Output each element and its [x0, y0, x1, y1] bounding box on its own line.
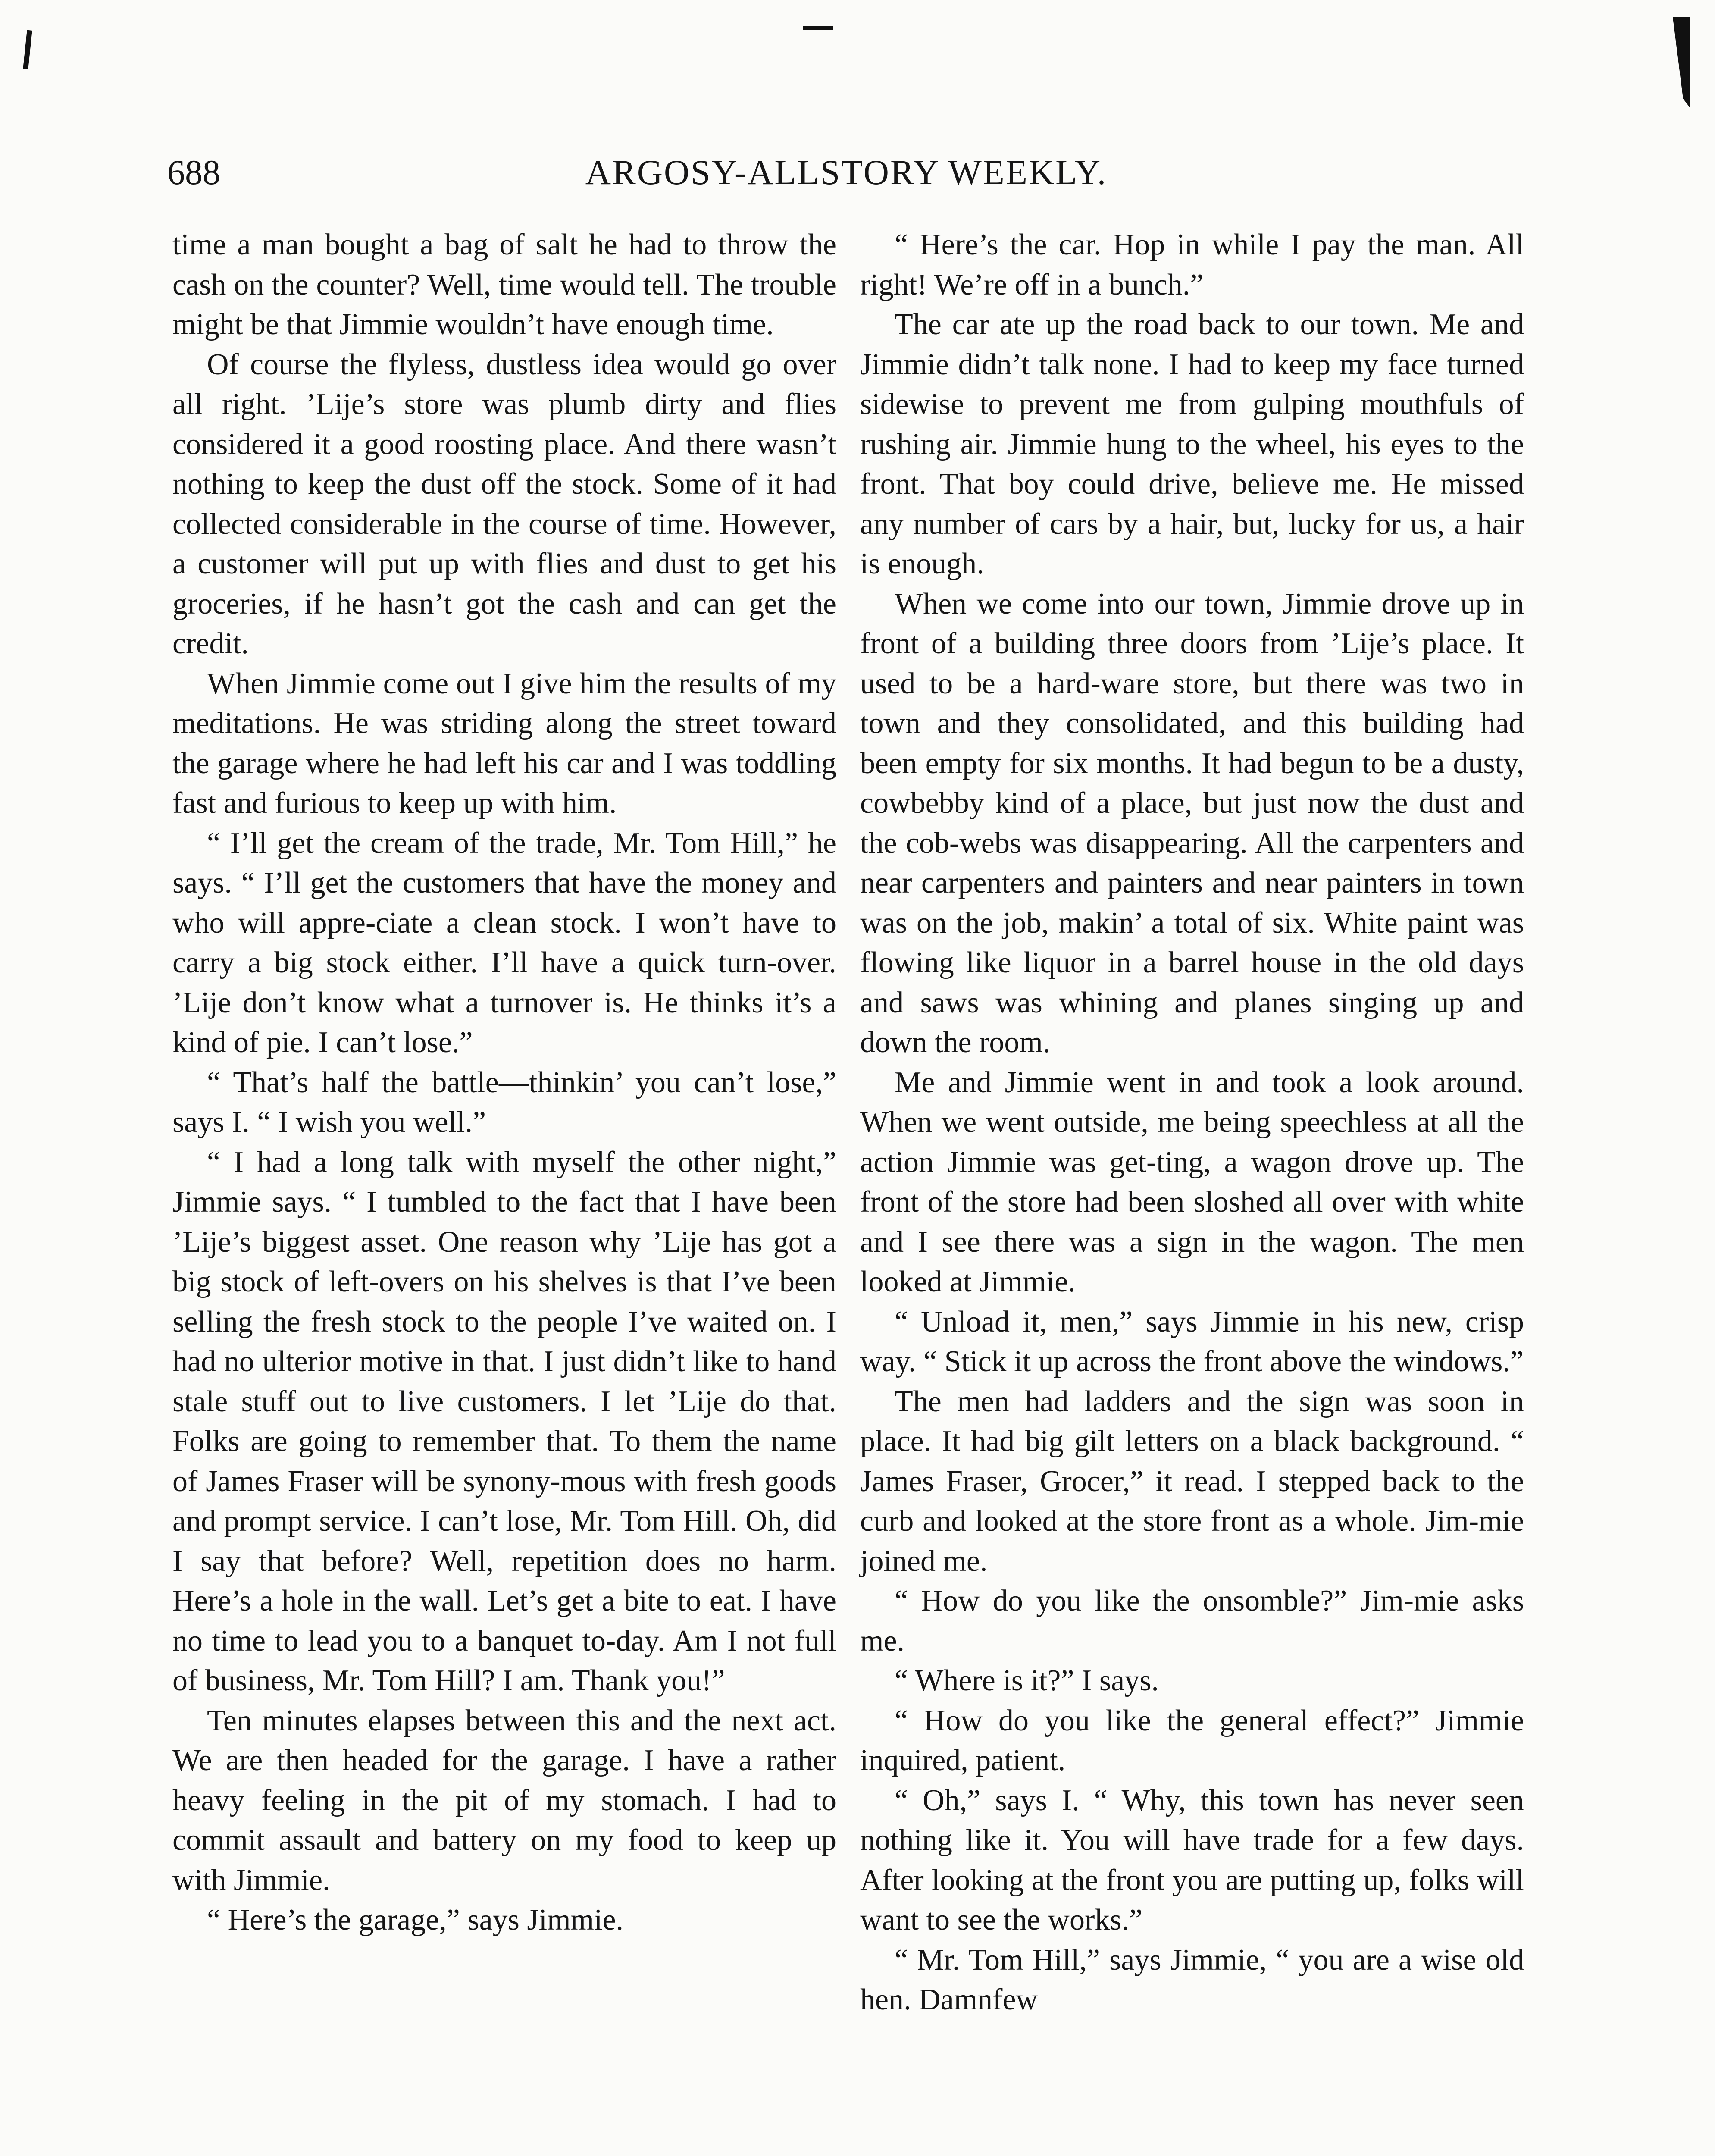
paragraph: Me and Jimmie went in and took a look around. When we went outside, me being speechless at all the action Jimmie was get-ting, a wagon drove up. The front of the store had been sloshed all over with white and I see there was a sign in the wagon. The men looked at Jimmie. — [860, 1065, 1524, 1298]
paragraph: “ How do you like the general effect?” Jimmie inquired, patient. — [860, 1704, 1524, 1777]
left-column — [172, 225, 836, 1940]
scan-mark-top-left — [23, 30, 32, 69]
running-head: ARGOSY-ALLSTORY WEEKLY. — [585, 153, 1108, 192]
paragraph: The car ate up the road back to our town. Me and Jimmie didn’t talk none. I had to keep my face turned sidewise to prevent me from gulping mouthfuls of rushing air. Jimmie hung to the wheel, his eyes to the front. That boy could drive, believe me. He missed any number of cars by a hair, but, lucky for us, a hair is enough. — [860, 308, 1524, 580]
scan-mark-top-center — [803, 26, 833, 30]
paragraph: “ Mr. Tom Hill,” says Jimmie, “ you are a wise old hen. Damnfew — [860, 1943, 1524, 2016]
paragraph: “ Here’s the car. Hop in while I pay the man. All right! We’re off in a bunch.” — [860, 228, 1524, 301]
paragraph: “ I’ll get the cream of the trade, Mr. Tom Hill,” he says. “ I’ll get the customers that have the money and who will appre-ciate a clean stock. I won’t have to carry a big stock either. I’ll have a quick turn-over. ’Lije don’t know what a turnover is. He thinks it’s a kind of pie. I can’t lose.” — [172, 826, 836, 1059]
paragraph: “ Unload it, men,” says Jimmie in his new, crisp way. “ Stick it up across the front above the windows.” — [860, 1305, 1524, 1378]
paragraph: “ How do you like the onsomble?” Jim-mie asks me. — [860, 1584, 1524, 1658]
paragraph: When Jimmie come out I give him the results of my meditations. He was striding along the street toward the garage where he had left his car and I was toddling fast and furious to keep up with him. — [172, 667, 836, 820]
scan-mark-top-right — [1673, 17, 1690, 108]
paragraph: “ I had a long talk with myself the other night,” Jimmie says. “ I tumbled to the fact that I have been ’Lije’s biggest asset. One reason why ’Lije has got a big stock of left-overs on his shelves is that I’ve been selling the fresh stock to the people I’ve waited on. I had no ulterior motive in that. I just didn’t like to hand stale stuff out to live customers. I let ’Lije do that. Folks are going to remember that. To them the name of James Fraser will be synony-mous with fresh goods and prompt service. I can’t lose, Mr. Tom Hill. Oh, did I say that before? Well, repetition does no harm. Here’s a hole in the wall. Let’s get a bite to eat. I have no time to lead you to a banquet to-day. Am I not full of business, Mr. Tom Hill? I am. Thank you!” — [172, 1145, 836, 1697]
paragraph: “ Where is it?” I says. — [895, 1664, 1159, 1697]
paragraph: “ Oh,” says I. “ Why, this town has never seen nothing like it. You will have trade for a few days. After looking at the front you are putting up, folks will want to see the works.” — [860, 1783, 1524, 1937]
paragraph: Of course the flyless, dustless idea would go over all right. ’Lije’s store was plumb dirty and flies considered it a good roosting place. And there wasn’t nothing to keep the dust off the stock. Some of it had collected considerable in the course of time. However, a customer will put up with flies and dust to get his groceries, if he hasn’t got the cash and can get the credit. — [172, 348, 836, 660]
paragraph: “ That’s half the battle—thinkin’ you can’t lose,” says I. “ I wish you well.” — [172, 1065, 836, 1139]
paragraph: When we come into our town, Jimmie drove up in front of a building three doors from ’Lije’s place. It used to be a hard-ware store, but there was two in town and they consolidated, and this building had been empty for six months. It had begun to be a dusty, cowbebby kind of a place, but just now the dust and the cob-webs was disappearing. All the carpenters and near carpenters and painters and near painters in town was on the job, makin’ a total of six. White paint was flowing like liquor in a barrel house in the old days and saws was whining and planes singing up and down the room. — [860, 587, 1524, 1059]
page-number: 688 — [167, 153, 220, 192]
paragraph: “ Here’s the garage,” says Jimmie. — [207, 1903, 624, 1937]
paragraph: Ten minutes elapses between this and the next act. We are then headed for the garage. I have a rather heavy feeling in the pit of my stomach. I had to commit assault and battery on my food to keep up with Jimmie. — [172, 1704, 836, 1897]
right-column — [860, 225, 1524, 2020]
page-header — [167, 147, 1525, 203]
paragraph: time a man bought a bag of salt he had to throw the cash on the counter? Well, time would tell. The trouble might be that Jimmie wouldn’t have enough time. — [172, 228, 836, 341]
paragraph: The men had ladders and the sign was soon in place. It had big gilt letters on a black background. “ James Fraser, Grocer,” it read. I stepped back to the curb and looked at the store front as a whole. Jim-mie joined me. — [860, 1385, 1524, 1578]
